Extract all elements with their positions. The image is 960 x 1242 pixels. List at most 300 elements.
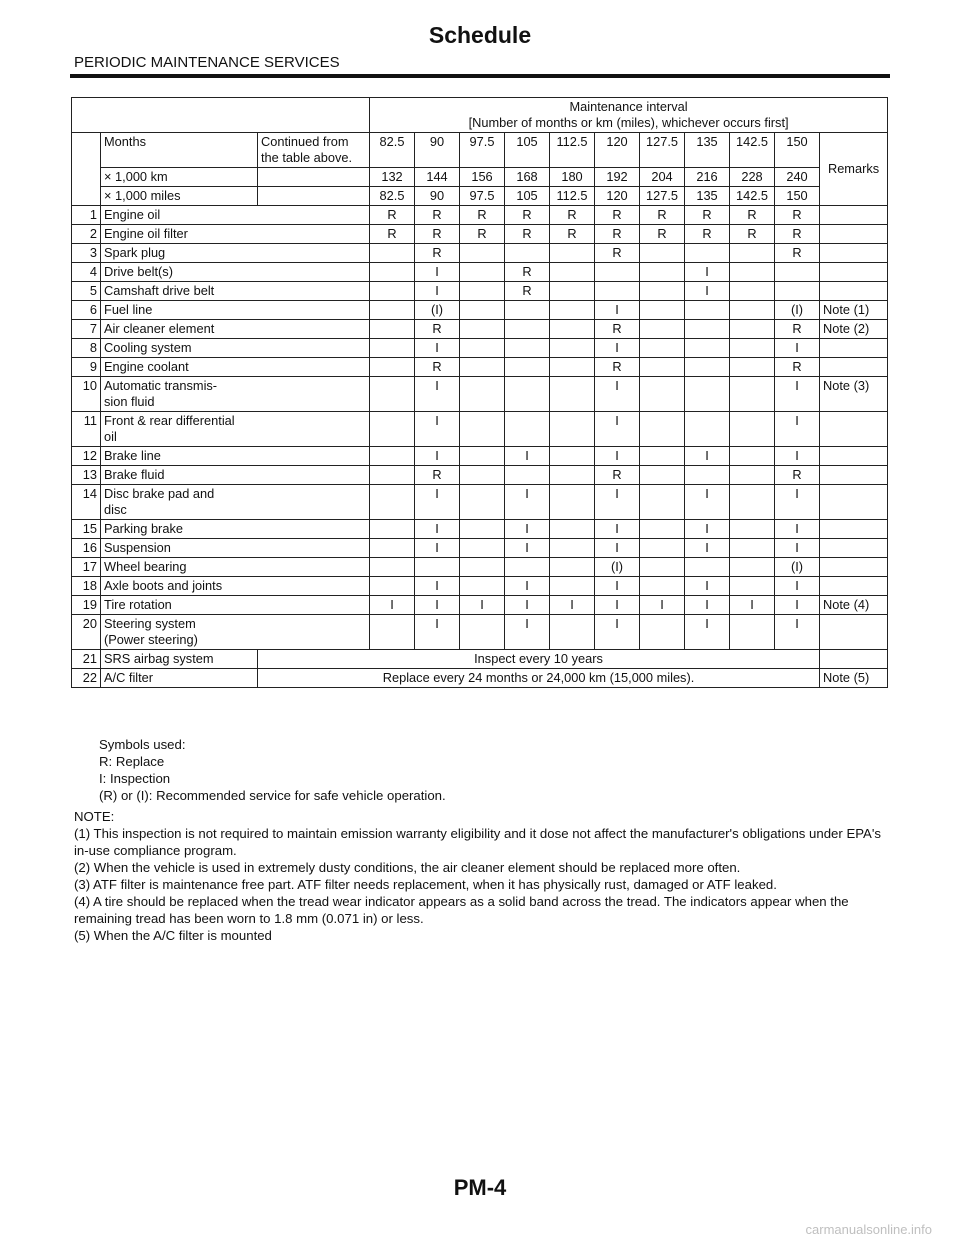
- row-number: 20: [72, 615, 101, 650]
- interval-cell: R: [550, 225, 595, 244]
- interval-cell: I: [415, 577, 460, 596]
- row-item: [101, 558, 370, 577]
- row-remark: Note (3): [820, 377, 888, 412]
- row-remark: Note (2): [820, 320, 888, 339]
- row-item-line: Brake fluid: [104, 467, 165, 482]
- row-item-line: Brake line: [104, 448, 161, 463]
- row-remark: [820, 615, 888, 650]
- interval-cell: [730, 244, 775, 263]
- symbols-legend: [74, 736, 888, 804]
- interval-cell: I: [595, 577, 640, 596]
- symbol-item: I: Inspection: [99, 771, 171, 786]
- interval-cell: I: [775, 520, 820, 539]
- interval-cell: [730, 558, 775, 577]
- interval-cell: [550, 577, 595, 596]
- row-item: [101, 206, 370, 225]
- interval-cell: I: [730, 596, 775, 615]
- km-cell: 132: [370, 168, 415, 187]
- row-number: 12: [72, 447, 101, 466]
- interval-cell: I: [595, 339, 640, 358]
- row-number: 6: [72, 301, 101, 320]
- row-remark: [820, 282, 888, 301]
- row-item: [101, 447, 370, 466]
- interval-cell: I: [415, 615, 460, 650]
- interval-cell: R: [595, 244, 640, 263]
- row-item-line: disc: [104, 502, 127, 517]
- table-row: [72, 358, 888, 377]
- interval-subtitle: [Number of months or km (miles), whichever occurs first]: [468, 115, 789, 130]
- interval-cell: R: [775, 466, 820, 485]
- row-item-line: (Power steering): [104, 632, 198, 647]
- km-cell: 168: [505, 168, 550, 187]
- row-number: 16: [72, 539, 101, 558]
- interval-cell: I: [685, 577, 730, 596]
- interval-cell: R: [370, 206, 415, 225]
- row-item-line: Automatic transmis-: [104, 378, 218, 393]
- interval-cell: R: [550, 206, 595, 225]
- interval-cell: R: [775, 320, 820, 339]
- interval-cell: [460, 282, 505, 301]
- interval-cell: R: [595, 206, 640, 225]
- note-heading: NOTE:: [74, 809, 115, 824]
- km-cell: 192: [595, 168, 640, 187]
- table-row: [72, 244, 888, 263]
- header-blank-cell: [72, 98, 370, 133]
- interval-cell: [595, 263, 640, 282]
- interval-cell: [640, 577, 685, 596]
- notes-section: [74, 736, 888, 944]
- row-item-line: Air cleaner element: [104, 321, 215, 336]
- interval-cell: I: [775, 377, 820, 412]
- row-number: 4: [72, 263, 101, 282]
- interval-cell: R: [370, 225, 415, 244]
- km-cell: 156: [460, 168, 505, 187]
- table-row: [72, 412, 888, 447]
- interval-cell: [550, 520, 595, 539]
- km-cell: 144: [415, 168, 460, 187]
- months-cell: 105: [505, 133, 550, 168]
- interval-cell: I: [595, 520, 640, 539]
- row-item: [101, 244, 370, 263]
- interval-cell: [505, 244, 550, 263]
- interval-cell: R: [505, 206, 550, 225]
- interval-cell: [775, 282, 820, 301]
- interval-cell: [730, 466, 775, 485]
- interval-cell: [550, 615, 595, 650]
- interval-cell: [550, 358, 595, 377]
- row-number: 22: [72, 669, 101, 688]
- row-remark: [820, 244, 888, 263]
- miles-cell: 142.5: [730, 187, 775, 206]
- interval-cell: [550, 539, 595, 558]
- km-cell: 180: [550, 168, 595, 187]
- interval-cell: R: [460, 206, 505, 225]
- interval-cell: [640, 558, 685, 577]
- interval-cell: R: [775, 206, 820, 225]
- interval-cell: [730, 485, 775, 520]
- table-row: [72, 650, 888, 669]
- row-item: [101, 539, 370, 558]
- row-remark: [820, 225, 888, 244]
- interval-cell: I: [685, 282, 730, 301]
- interval-cell: [685, 358, 730, 377]
- interval-cell: [370, 377, 415, 412]
- interval-cell: [460, 447, 505, 466]
- interval-cell: [550, 301, 595, 320]
- row-item-line: Steering system: [104, 616, 196, 631]
- miles-cell: 120: [595, 187, 640, 206]
- miles-cell: 82.5: [370, 187, 415, 206]
- interval-cell: I: [685, 520, 730, 539]
- interval-cell: R: [685, 225, 730, 244]
- interval-cell: I: [415, 539, 460, 558]
- interval-cell: I: [685, 615, 730, 650]
- row-item: [101, 615, 370, 650]
- interval-cell: [505, 358, 550, 377]
- row-remark: [820, 520, 888, 539]
- row-remark: [820, 358, 888, 377]
- interval-cell: (I): [775, 558, 820, 577]
- row-item-line: Drive belt(s): [104, 264, 173, 279]
- symbols-heading: Symbols used:: [99, 737, 186, 752]
- interval-cell: I: [505, 447, 550, 466]
- row-number: 13: [72, 466, 101, 485]
- table-row: [72, 669, 888, 688]
- km-cell: 216: [685, 168, 730, 187]
- row-remark: [820, 339, 888, 358]
- table-row: [72, 577, 888, 596]
- interval-cell: [370, 282, 415, 301]
- interval-cell: [370, 466, 415, 485]
- interval-cell: [685, 244, 730, 263]
- row-number: 11: [72, 412, 101, 447]
- months-cell: 135: [685, 133, 730, 168]
- row-remark: [820, 263, 888, 282]
- row-remark: [820, 466, 888, 485]
- table-row: [72, 301, 888, 320]
- miles-cell: 112.5: [550, 187, 595, 206]
- row-item: [101, 282, 370, 301]
- symbol-item: R: Replace: [99, 754, 165, 769]
- row-item-line: oil: [104, 429, 117, 444]
- interval-cell: [370, 301, 415, 320]
- row-item: [101, 596, 370, 615]
- interval-cell: R: [775, 225, 820, 244]
- row-item-line: Engine oil: [104, 207, 161, 222]
- row-number: 18: [72, 577, 101, 596]
- row-remark: [820, 447, 888, 466]
- header-rule: [70, 74, 890, 78]
- interval-cell: I: [595, 412, 640, 447]
- row-number: 21: [72, 650, 101, 669]
- interval-cell: [370, 485, 415, 520]
- interval-cell: [550, 339, 595, 358]
- interval-cell: [505, 412, 550, 447]
- note-item: (1) This inspection is not required to maintain emission warranty eligibility and it dose not affect the manufacturer's obligations under EPA's in-use compliance program.: [74, 826, 881, 858]
- table-row: [72, 485, 888, 520]
- row-remark: [820, 577, 888, 596]
- row-number: 14: [72, 485, 101, 520]
- interval-cell: [640, 615, 685, 650]
- km-cell: 228: [730, 168, 775, 187]
- table-row: [72, 206, 888, 225]
- interval-cell: (I): [775, 301, 820, 320]
- interval-cell: [370, 263, 415, 282]
- interval-cell: I: [775, 539, 820, 558]
- interval-cell: I: [640, 596, 685, 615]
- table-row: [72, 558, 888, 577]
- interval-cell: I: [415, 282, 460, 301]
- interval-cell: [550, 558, 595, 577]
- interval-cell: [550, 320, 595, 339]
- interval-cell: [550, 263, 595, 282]
- months-cell: 120: [595, 133, 640, 168]
- note-item: (3) ATF filter is maintenance free part. ATF filter needs replacement, when it has physically rust, damaged or ATF leaked.: [74, 877, 777, 892]
- months-cell: 150: [775, 133, 820, 168]
- miles-cell: 150: [775, 187, 820, 206]
- interval-cell: [730, 412, 775, 447]
- months-cell: 82.5: [370, 133, 415, 168]
- row-remark: [820, 650, 888, 669]
- row-item-line: Wheel bearing: [104, 559, 187, 574]
- page-title: Schedule: [428, 22, 532, 48]
- page-number: PM-4: [453, 1175, 507, 1200]
- miles-label: × 1,000 miles: [101, 187, 258, 206]
- interval-cell: [370, 412, 415, 447]
- interval-cell: I: [415, 412, 460, 447]
- span-text: Inspect every 10 years: [258, 650, 820, 669]
- row-item: [101, 263, 370, 282]
- row-number: 3: [72, 244, 101, 263]
- interval-cell: [640, 263, 685, 282]
- table-row: [72, 520, 888, 539]
- row-number: 9: [72, 358, 101, 377]
- table-row: [72, 320, 888, 339]
- interval-cell: I: [775, 412, 820, 447]
- interval-cell: [460, 339, 505, 358]
- interval-cell: R: [595, 320, 640, 339]
- interval-cell: [685, 320, 730, 339]
- interval-cell: [370, 339, 415, 358]
- header-blank-no: [72, 133, 101, 206]
- interval-cell: [370, 577, 415, 596]
- row-number: 17: [72, 558, 101, 577]
- interval-cell: I: [460, 596, 505, 615]
- interval-cell: I: [685, 596, 730, 615]
- interval-cell: [550, 282, 595, 301]
- row-number: 19: [72, 596, 101, 615]
- row-item: [101, 320, 370, 339]
- interval-cell: [685, 558, 730, 577]
- interval-cell: [685, 412, 730, 447]
- interval-cell: [640, 358, 685, 377]
- interval-cell: [460, 577, 505, 596]
- interval-cell: R: [415, 225, 460, 244]
- table-row: [72, 377, 888, 412]
- row-item-line: Disc brake pad and: [104, 486, 215, 501]
- interval-cell: [460, 466, 505, 485]
- interval-cell: [730, 263, 775, 282]
- interval-cell: [640, 539, 685, 558]
- interval-cell: R: [460, 225, 505, 244]
- interval-cell: I: [370, 596, 415, 615]
- interval-cell: [505, 466, 550, 485]
- interval-cell: [730, 301, 775, 320]
- table-row: [72, 466, 888, 485]
- interval-cell: I: [415, 339, 460, 358]
- row-item: [101, 412, 370, 447]
- interval-cell: I: [505, 539, 550, 558]
- interval-cell: I: [595, 377, 640, 412]
- interval-cell: I: [505, 596, 550, 615]
- interval-cell: [505, 301, 550, 320]
- interval-cell: I: [775, 615, 820, 650]
- row-item: [101, 339, 370, 358]
- interval-cell: [460, 320, 505, 339]
- interval-cell: I: [685, 447, 730, 466]
- row-remark: [820, 206, 888, 225]
- interval-cell: I: [685, 539, 730, 558]
- miles-cell: 105: [505, 187, 550, 206]
- miles-cell: 135: [685, 187, 730, 206]
- interval-cell: R: [415, 244, 460, 263]
- row-number: 2: [72, 225, 101, 244]
- interval-cell: [640, 485, 685, 520]
- interval-cell: [730, 520, 775, 539]
- interval-cell: [640, 282, 685, 301]
- interval-cell: I: [775, 447, 820, 466]
- km-cell: 204: [640, 168, 685, 187]
- row-item: [101, 520, 370, 539]
- interval-cell: I: [685, 485, 730, 520]
- row-item-line: Cooling system: [104, 340, 192, 355]
- row-number: 7: [72, 320, 101, 339]
- km-label: × 1,000 km: [101, 168, 258, 187]
- row-item-line: Engine oil filter: [104, 226, 188, 241]
- interval-cell: I: [775, 596, 820, 615]
- row-remark: [820, 558, 888, 577]
- interval-cell: [640, 412, 685, 447]
- interval-cell: I: [775, 339, 820, 358]
- table-row: [72, 596, 888, 615]
- interval-cell: I: [595, 485, 640, 520]
- months-cell: 90: [415, 133, 460, 168]
- interval-cell: [460, 358, 505, 377]
- interval-cell: [730, 358, 775, 377]
- interval-cell: [685, 339, 730, 358]
- row-item-line: Suspension: [104, 540, 171, 555]
- interval-cell: [370, 320, 415, 339]
- interval-cell: I: [415, 596, 460, 615]
- interval-cell: [685, 301, 730, 320]
- interval-cell: [505, 339, 550, 358]
- interval-title: Maintenance interval: [569, 99, 688, 114]
- row-item-line: Fuel line: [104, 302, 153, 317]
- months-label: Months: [101, 133, 258, 168]
- interval-cell: [370, 358, 415, 377]
- interval-cell: [730, 320, 775, 339]
- interval-cell: [370, 447, 415, 466]
- interval-cell: R: [595, 358, 640, 377]
- row-item: [101, 466, 370, 485]
- row-item-line: Spark plug: [104, 245, 166, 260]
- table-row: [72, 263, 888, 282]
- interval-cell: [685, 466, 730, 485]
- interval-cell: I: [415, 447, 460, 466]
- interval-cell: [550, 244, 595, 263]
- interval-cell: [460, 539, 505, 558]
- interval-cell: I: [595, 301, 640, 320]
- miles-cell: 97.5: [460, 187, 505, 206]
- interval-cell: I: [415, 263, 460, 282]
- schedule-body: [72, 206, 888, 688]
- row-item: [101, 485, 370, 520]
- row-item-line: Axle boots and joints: [104, 578, 223, 593]
- interval-cell: [640, 301, 685, 320]
- table-row: [72, 539, 888, 558]
- miles-cell: 90: [415, 187, 460, 206]
- remarks-header: Remarks: [820, 133, 888, 206]
- interval-cell: I: [415, 377, 460, 412]
- interval-cell: (I): [415, 301, 460, 320]
- interval-cell: R: [595, 225, 640, 244]
- symbol-item: (R) or (I): Recommended service for safe vehicle operation.: [99, 788, 446, 803]
- interval-cell: I: [415, 485, 460, 520]
- interval-cell: [550, 485, 595, 520]
- interval-cell: [775, 263, 820, 282]
- row-item: SRS airbag system: [101, 650, 258, 669]
- months-cell: 97.5: [460, 133, 505, 168]
- row-item-line: Front & rear differential: [104, 413, 235, 428]
- interval-cell: R: [685, 206, 730, 225]
- interval-cell: R: [730, 225, 775, 244]
- km-blank: [258, 168, 370, 187]
- row-item: [101, 225, 370, 244]
- interval-cell: [730, 377, 775, 412]
- interval-cell: [730, 447, 775, 466]
- row-item-line: sion fluid: [104, 394, 155, 409]
- interval-cell: R: [415, 320, 460, 339]
- interval-cell: I: [595, 615, 640, 650]
- interval-cell: I: [550, 596, 595, 615]
- interval-cell: I: [595, 596, 640, 615]
- row-remark: Note (1): [820, 301, 888, 320]
- interval-cell: [370, 558, 415, 577]
- table-row: [72, 615, 888, 650]
- interval-cell: R: [415, 206, 460, 225]
- maintenance-schedule-table: [71, 97, 888, 688]
- interval-cell: I: [685, 263, 730, 282]
- interval-cell: [370, 244, 415, 263]
- section-heading: PERIODIC MAINTENANCE SERVICES: [74, 54, 340, 71]
- row-remark: Note (4): [820, 596, 888, 615]
- row-item-line: Engine coolant: [104, 359, 189, 374]
- row-item: [101, 377, 370, 412]
- interval-cell: [730, 539, 775, 558]
- interval-cell: R: [415, 358, 460, 377]
- interval-cell: [730, 615, 775, 650]
- interval-cell: R: [415, 466, 460, 485]
- months-cell: 112.5: [550, 133, 595, 168]
- interval-cell: [550, 377, 595, 412]
- row-item-line: Parking brake: [104, 521, 183, 536]
- miles-cell: 127.5: [640, 187, 685, 206]
- interval-cell: [505, 320, 550, 339]
- span-text: Replace every 24 months or 24,000 km (15,000 miles).: [258, 669, 820, 688]
- interval-cell: [460, 412, 505, 447]
- months-cell: 127.5: [640, 133, 685, 168]
- interval-cell: [730, 282, 775, 301]
